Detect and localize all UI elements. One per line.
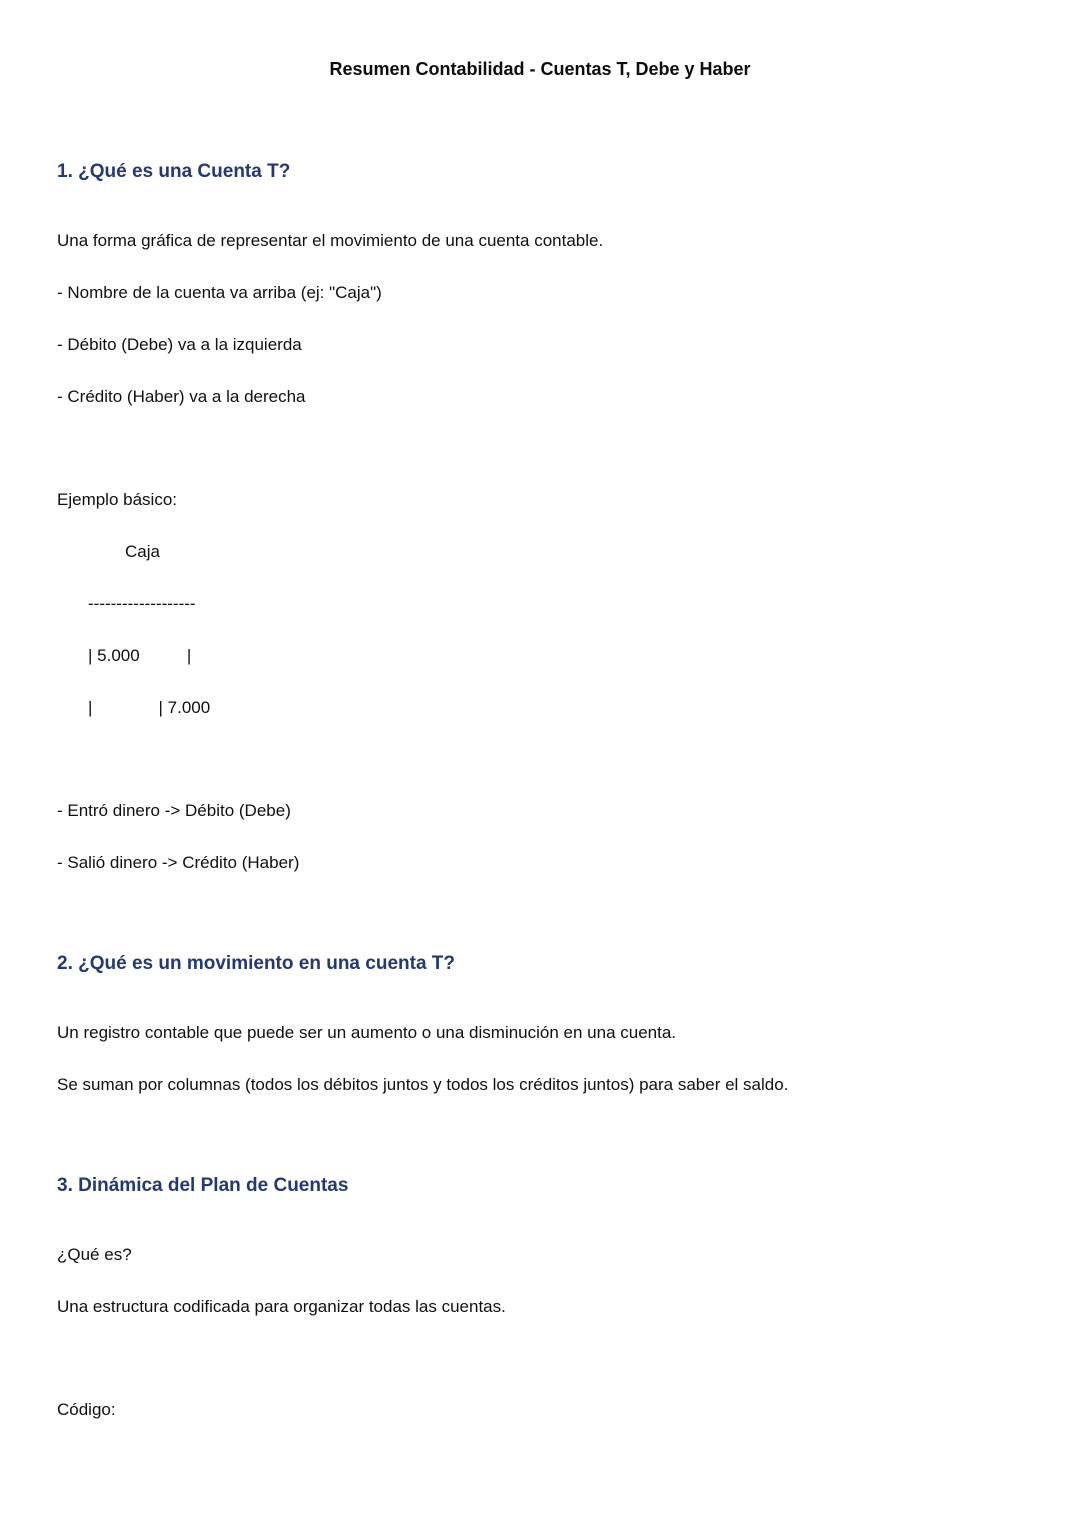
note-money-out: - Salió dinero -> Crédito (Haber): [57, 853, 300, 872]
note-money-in: - Entró dinero -> Débito (Debe): [57, 801, 291, 820]
section-1-bullet-name: - Nombre de la cuenta va arriba (ej: "Caja"): [57, 283, 382, 302]
t-account-name: Caja: [125, 542, 160, 561]
section-3-answer: Una estructura codificada para organizar todas las cuentas.: [57, 1297, 506, 1316]
section-1-intro: Una forma gráfica de representar el movimiento de una cuenta contable.: [57, 231, 604, 250]
section-1-bullet-credit: - Crédito (Haber) va a la derecha: [57, 387, 306, 406]
t-account-credit-row: | | 7.000: [88, 698, 211, 717]
code-label: Código:: [57, 1400, 116, 1419]
section-1-heading: 1. ¿Qué es una Cuenta T?: [57, 161, 291, 182]
section-2-paragraph-2: Se suman por columnas (todos los débitos juntos y todos los créditos juntos) para saber el saldo.: [57, 1075, 789, 1094]
section-3-heading: 3. Dinámica del Plan de Cuentas: [57, 1175, 349, 1196]
section-what-is-t-account: [57, 160, 1023, 874]
t-account-debit-row: | 5.000 |: [88, 646, 192, 665]
example-label: Ejemplo básico:: [57, 490, 178, 509]
section-1-bullet-debit: - Débito (Debe) va a la izquierda: [57, 335, 302, 354]
section-what-is-movement: [57, 952, 1023, 1096]
section-chart-of-accounts: [57, 1174, 1023, 1421]
document-title: Resumen Contabilidad - Cuentas T, Debe y Haber: [329, 59, 751, 79]
t-account-rule: -------------------: [88, 594, 196, 613]
t-account-example: [57, 541, 1023, 719]
section-3-question: ¿Qué es?: [57, 1245, 132, 1264]
section-2-heading: 2. ¿Qué es un movimiento en una cuenta T?: [57, 953, 456, 974]
section-2-paragraph-1: Un registro contable que puede ser un aumento o una disminución en una cuenta.: [57, 1023, 677, 1042]
